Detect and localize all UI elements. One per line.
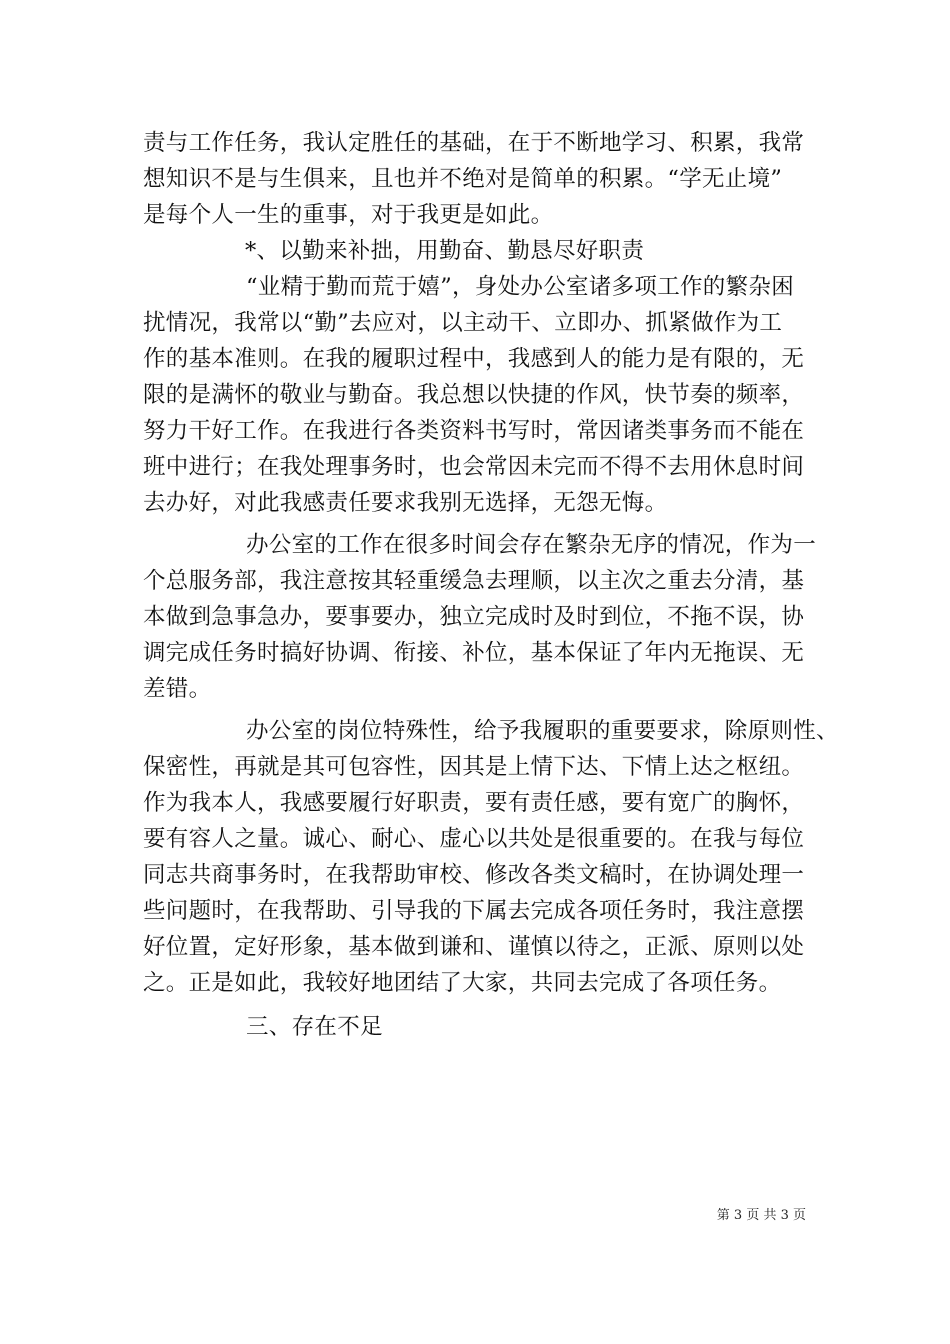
text-line: 班中进行；在我处理事务时，也会常因未完而不得不去用休息时间: [143, 454, 805, 480]
text-line: 本做到急事急办，要事要办，独立完成时及时到位，不拖不误，协: [143, 604, 805, 630]
text-line: 个总服务部，我注意按其轻重缓急去理顺，以主次之重去分清，基: [143, 568, 805, 594]
text-line: 些问题时，在我帮助、引导我的下属去完成各项任务时，我注意摆: [143, 898, 805, 924]
section-heading: 三、存在不足: [246, 1014, 383, 1040]
section-heading: *、以勤来补拙，用勤奋、勤恳尽好职责: [245, 238, 645, 264]
text-line: “业精于勤而荒于嬉”，身处办公室诸多项工作的繁杂困: [246, 274, 795, 300]
text-line: 调完成任务时搞好协调、衔接、补位，基本保证了年内无拖误、无: [143, 640, 805, 666]
text-line: 责与工作任务，我认定胜任的基础，在于不断地学习、积累，我常: [143, 130, 805, 156]
text-line: 同志共商事务时，在我帮助审校、修改各类文稿时，在协调处理一: [143, 862, 805, 888]
text-line: 想知识不是与生俱来，且也并不绝对是简单的积累。“学无止境”: [143, 166, 783, 192]
text-line: 限的是满怀的敬业与勤奋。我总想以快捷的作风，快节奏的频率，: [143, 382, 805, 408]
text-line: 是每个人一生的重事，对于我更是如此。: [143, 202, 554, 228]
text-line: 努力干好工作。在我进行各类资料书写时，常因诸类事务而不能在: [143, 418, 805, 444]
text-line: 扰情况，我常以“勤”去应对，以主动干、立即办、抓紧做作为工: [143, 310, 783, 336]
text-line: 去办好，对此我感责任要求我别无选择，无怨无悔。: [143, 490, 668, 516]
text-line: 办公室的岗位特殊性，给予我履职的重要要求，除原则性、: [246, 718, 839, 744]
text-line: 之。正是如此，我较好地团结了大家，共同去完成了各项任务。: [143, 970, 782, 996]
text-line: 办公室的工作在很多时间会存在繁杂无序的情况，作为一: [246, 532, 817, 558]
text-line: 好位置，定好形象，基本做到谦和、谨慎以待之，正派、原则以处: [143, 934, 805, 960]
text-line: 作为我本人，我感要履行好职责，要有责任感，要有宽广的胸怀，: [143, 790, 805, 816]
text-line: 要有容人之量。诚心、耐心、虚心以共处是很重要的。在我与每位: [143, 826, 805, 852]
page-number: 第 3 页 共 3 页: [716, 1208, 806, 1223]
text-line: 差错。: [143, 676, 212, 702]
text-line: 保密性，再就是其可包容性，因其是上情下达、下情上达之枢纽。: [143, 754, 805, 780]
text-line: 作的基本准则。在我的履职过程中，我感到人的能力是有限的，无: [143, 346, 805, 372]
